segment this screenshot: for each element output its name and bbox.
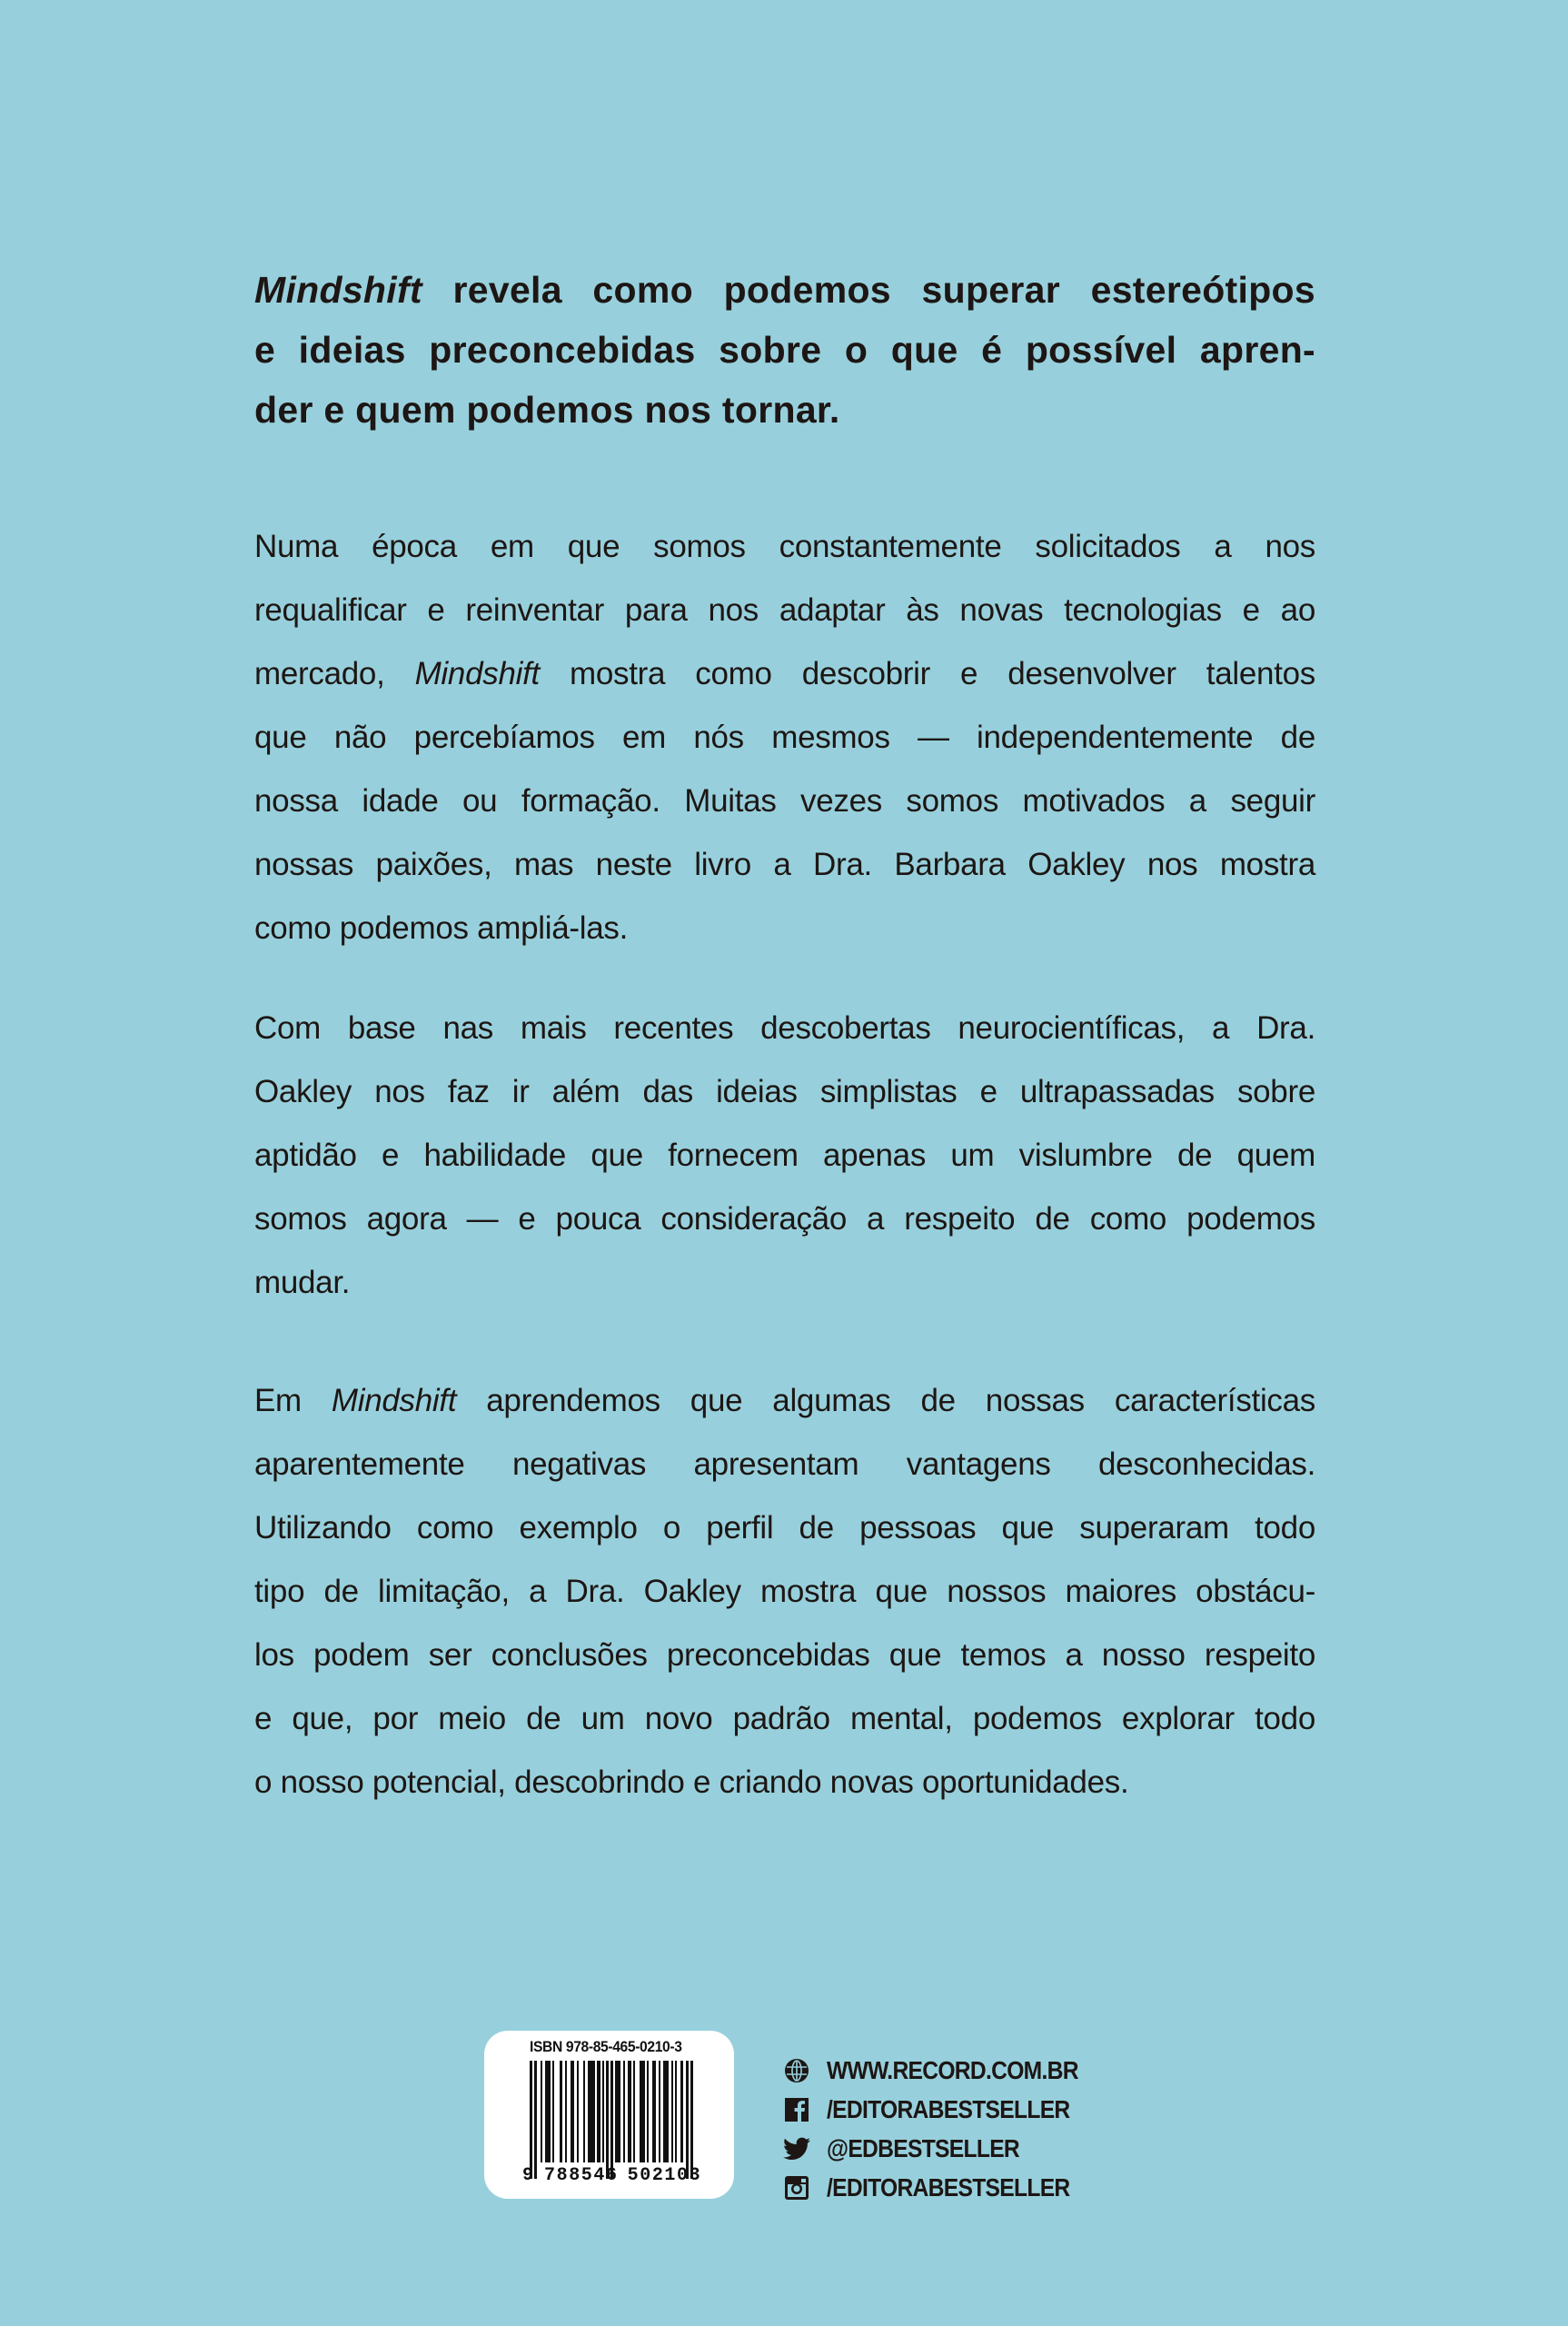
body-text: Numa época em que somos constantemente solicitados a nos	[254, 529, 1315, 564]
website-link[interactable]: WWW.RECORD.COM.BR	[827, 2055, 1078, 2084]
body-text: que não percebíamos em nós mesmos — independentemente de	[254, 720, 1315, 755]
social-item-website[interactable]	[783, 2051, 1113, 2090]
facebook-link[interactable]: /EDITORABESTSELLER	[827, 2094, 1070, 2123]
body-text: aprendemos que algumas de nossas características	[456, 1383, 1315, 1418]
ean-left-digits: 788546	[544, 2165, 619, 2186]
body-text: Em	[254, 1383, 332, 1418]
body-text: Utilizando como exemplo o perfil de pessoas que superaram todo	[254, 1510, 1315, 1546]
globe-icon	[783, 2057, 810, 2084]
body-text: nossas paixões, mas neste livro a Dra. Barbara Oakley nos mostra	[254, 847, 1315, 882]
facebook-icon	[783, 2096, 810, 2123]
book-title: Mindshift	[331, 1383, 457, 1418]
body-text: requalificar e reinventar para nos adaptar às novas tecnologias e ao	[254, 592, 1315, 628]
isbn-label: ISBN 978-85-465-0210-3	[530, 2038, 682, 2055]
social-item-instagram[interactable]	[783, 2168, 1113, 2207]
book-title: Mindshift	[414, 656, 540, 691]
body-text: aptidão e habilidade que fornecem apenas um vislumbre de quem	[254, 1138, 1315, 1173]
instagram-icon	[783, 2174, 810, 2202]
body-text: Com base nas mais recentes descobertas neurocientíficas, a Dra.	[254, 1010, 1315, 1046]
body-text: mercado,	[254, 656, 415, 691]
body-text: Oakley nos faz ir além das ideias simplistas e ultrapassadas sobre	[254, 1074, 1315, 1109]
twitter-icon	[783, 2135, 810, 2162]
ean-first-digit: 9	[522, 2165, 534, 2186]
body-text: e que, por meio de um novo padrão mental, podemos explorar todo	[254, 1701, 1315, 1736]
ean-right-digits: 502103	[627, 2165, 702, 2186]
ean-digits	[522, 2165, 701, 2186]
social-item-twitter[interactable]	[783, 2129, 1113, 2168]
book-title: Mindshift	[254, 269, 422, 311]
body-text: los podem ser conclusões preconcebidas que temos a nosso respeito	[254, 1637, 1315, 1673]
social-item-facebook[interactable]	[783, 2090, 1113, 2129]
body-text: como podemos ampliá-las.	[254, 910, 629, 946]
body-text: somos agora — e pouca consideração a respeito de como podemos	[254, 1201, 1315, 1237]
twitter-link[interactable]: @EDBESTSELLER	[827, 2133, 1020, 2162]
social-links	[783, 2051, 1113, 2207]
instagram-link[interactable]: /EDITORABESTSELLER	[827, 2172, 1070, 2202]
body-text: mostra como descobrir e desenvolver talentos	[539, 656, 1315, 691]
body-text: tipo de limitação, a Dra. Oakley mostra que nossos maiores obstácu-	[254, 1574, 1315, 1609]
headline-text: der e quem podemos nos tornar.	[254, 389, 840, 431]
headline-text: revela como podemos superar estereótipos	[422, 269, 1315, 311]
headline-text: e ideias preconcebidas sobre o que é possível apren-	[254, 329, 1315, 371]
isbn-barcode	[484, 2031, 734, 2199]
body-text: aparentemente negativas apresentam vantagens desconhecidas.	[254, 1446, 1315, 1482]
body-text: nossa idade ou formação. Muitas vezes somos motivados a seguir	[254, 783, 1315, 819]
barcode-bars	[530, 2061, 711, 2179]
body-text: o nosso potencial, descobrindo e criando novas oportunidades.	[254, 1764, 1129, 1800]
body-text: mudar.	[254, 1265, 351, 1300]
